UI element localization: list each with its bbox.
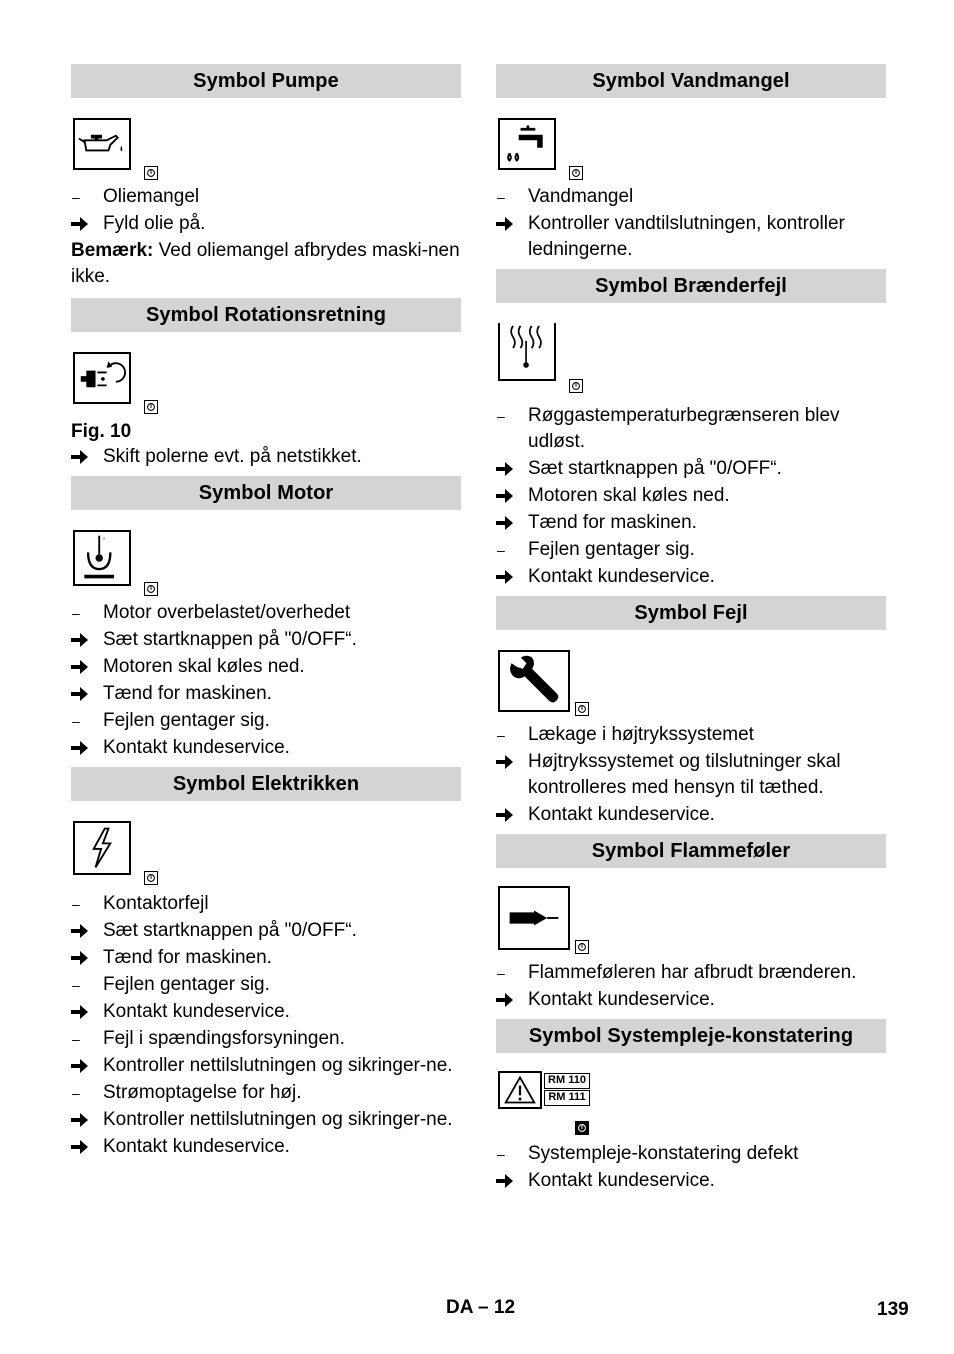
section-flame (496, 834, 886, 1013)
warning-triangle-icon (498, 1071, 542, 1109)
exhaust-temperature-icon (498, 323, 556, 381)
water-tap-icon (498, 118, 556, 170)
info-indicator-icon (144, 166, 158, 180)
arrow-right-icon (71, 444, 97, 472)
fault-items (496, 722, 886, 828)
list-item: – Fejlen gentager sig. (72, 974, 270, 995)
list-item: Sæt startknappen på "0/OFF“. (71, 627, 461, 653)
pump-items (71, 184, 461, 237)
arrow-right-icon (71, 1107, 97, 1135)
right-column (496, 64, 886, 1200)
info-indicator-icon (575, 940, 589, 954)
list-item: – Røggastemperaturbegrænseren blev udløst. (497, 405, 840, 452)
list-item: – Fejlen gentager sig. (72, 710, 270, 731)
section-title: Symbol Fejl (496, 596, 886, 630)
list-item: Tænd for maskinen. (496, 510, 886, 536)
section-title: Symbol Brænderfejl (496, 269, 886, 303)
arrow-right-icon (71, 654, 97, 682)
list-item: – Motor overbelastet/overhedet (72, 602, 351, 623)
list-item: – Vandmangel (497, 186, 634, 207)
flame-items (496, 960, 886, 1013)
arrow-right-icon (496, 456, 522, 484)
motor-temperature-icon (73, 530, 131, 586)
arrow-right-icon (71, 1134, 97, 1162)
list-item: – Fejl i spændingsforsyningen. (72, 1028, 345, 1049)
arrow-right-icon (71, 945, 97, 973)
info-indicator-icon (144, 582, 158, 596)
arrow-right-icon (496, 211, 522, 239)
list-item: Kontroller vandtilslutningen, kontroller ledningerne. (496, 211, 886, 263)
list-item: Motoren skal køles ned. (71, 654, 461, 680)
section-electric (71, 767, 461, 1160)
section-water (496, 64, 886, 263)
info-indicator-icon (144, 400, 158, 414)
list-item: Tænd for maskinen. (71, 681, 461, 707)
list-item: Kontakt kundeservice. (71, 1134, 461, 1160)
section-rotation (71, 298, 461, 470)
list-item: Fyld olie på. (71, 211, 461, 237)
list-item: – Oliemangel (71, 184, 461, 210)
plug-rotation-icon (73, 352, 131, 404)
rm-111-label: RM 111 (544, 1090, 590, 1106)
figure-label: Fig. 10 (71, 421, 132, 442)
arrow-right-icon (496, 802, 522, 830)
arrow-right-icon (71, 999, 97, 1027)
list-item: Sæt startknappen på "0/OFF“. (71, 918, 461, 944)
water-items (496, 184, 886, 263)
section-motor (71, 476, 461, 761)
arrow-right-icon (496, 564, 522, 592)
flame-sensor-icon (498, 886, 570, 950)
info-indicator-icon (569, 166, 583, 180)
list-item: Kontakt kundeservice. (496, 564, 886, 590)
list-item: – Kontaktorfejl (72, 893, 209, 914)
electric-items (71, 891, 461, 1160)
arrow-right-icon (71, 918, 97, 946)
arrow-right-icon (496, 510, 522, 538)
arrow-right-icon (71, 681, 97, 709)
section-system (496, 1019, 886, 1194)
wrench-icon (498, 650, 570, 712)
info-indicator-icon (575, 702, 589, 716)
list-item: – Lækage i højtrykssystemet (497, 724, 754, 745)
burner-items (496, 403, 886, 590)
section-title: Symbol Elektrikken (71, 767, 461, 801)
list-item: Højtrykssystemet og tilslutninger skal kontrolleres med hensyn til tæthed. (496, 749, 886, 801)
list-item: – Systempleje-konstatering defekt (497, 1143, 799, 1164)
system-items (496, 1141, 886, 1194)
section-fault (496, 596, 886, 828)
page-number: 139 (877, 1299, 909, 1320)
arrow-right-icon (496, 483, 522, 511)
section-title: Symbol Vandmangel (496, 64, 886, 98)
section-title: Symbol Motor (71, 476, 461, 510)
list-item: Sæt startknappen på "0/OFF“. (496, 456, 886, 482)
section-title: Symbol Pumpe (71, 64, 461, 98)
dash-marker: – (72, 189, 80, 205)
list-item: Tænd for maskinen. (71, 945, 461, 971)
arrow-right-icon (496, 749, 522, 777)
arrow-right-icon (71, 211, 97, 239)
info-indicator-icon (575, 1121, 589, 1135)
list-item: Skift polerne evt. på netstikket. (71, 444, 461, 470)
list-item: – Flammeføleren har afbrudt brænderen. (497, 962, 857, 983)
lightning-icon (73, 821, 131, 875)
arrow-right-icon (496, 987, 522, 1015)
list-item: – Fejlen gentager sig. (497, 539, 695, 560)
list-item: Kontakt kundeservice. (71, 735, 461, 761)
motor-items (71, 600, 461, 761)
rm-110-label: RM 110 (544, 1073, 590, 1089)
arrow-right-icon (71, 627, 97, 655)
list-item: Kontakt kundeservice. (496, 987, 886, 1013)
section-title: Symbol Flammeføler (496, 834, 886, 868)
section-page-label: DA – 12 (446, 1297, 516, 1318)
section-title: Symbol Rotationsretning (71, 298, 461, 332)
list-item: Kontakt kundeservice. (496, 1168, 886, 1194)
rotation-items (71, 444, 461, 470)
list-item: Motoren skal køles ned. (496, 483, 886, 509)
arrow-right-icon (496, 1168, 522, 1196)
oil-can-icon (73, 118, 131, 170)
left-column (71, 64, 461, 1166)
note: Bemærk: Ved oliemangel afbrydes maski-nen ikke. (71, 240, 460, 287)
arrow-right-icon (71, 735, 97, 763)
list-item: Kontakt kundeservice. (496, 802, 886, 828)
info-indicator-icon (569, 379, 583, 393)
list-item: Kontroller nettilslutningen og sikringer-ne. (71, 1107, 461, 1133)
list-item: Kontroller nettilslutningen og sikringer-ne. (71, 1053, 461, 1079)
section-pump (71, 64, 461, 290)
list-item: – Strømoptagelse for høj. (72, 1082, 302, 1103)
svg-text:°: ° (102, 537, 106, 544)
section-title: Symbol Systempleje-konstatering (496, 1019, 886, 1053)
section-burner (496, 269, 886, 590)
info-indicator-icon (144, 871, 158, 885)
list-item: Kontakt kundeservice. (71, 999, 461, 1025)
arrow-right-icon (71, 1053, 97, 1081)
